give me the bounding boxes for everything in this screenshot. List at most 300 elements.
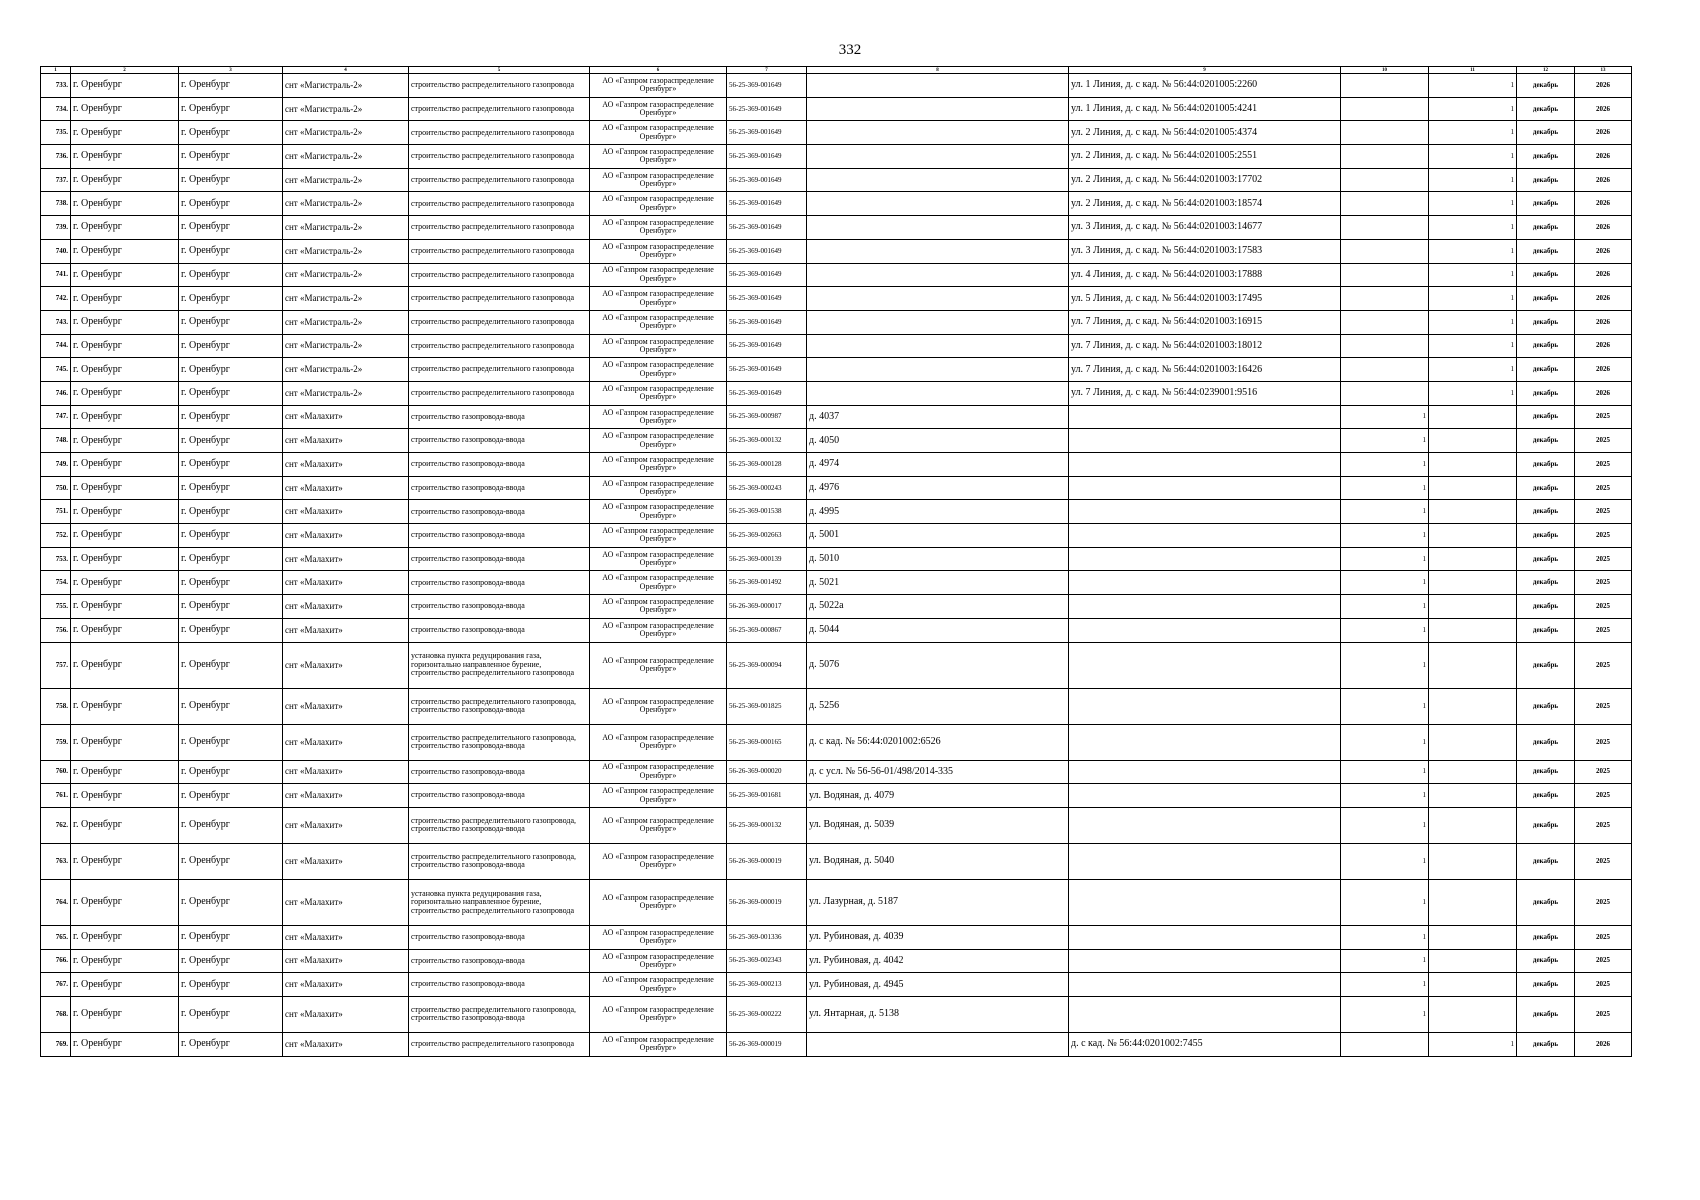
quantity-value: 1: [1422, 436, 1426, 445]
snt-name-cell: снт «Малахит»: [283, 925, 409, 949]
snt-name-cell: снт «Магистраль-2»: [283, 334, 409, 358]
year-cell: 2025: [1575, 784, 1632, 808]
month-cell: декабрь: [1517, 97, 1575, 121]
address-cell: [807, 334, 1069, 358]
snt-name-cell: снт «Малахит»: [283, 547, 409, 571]
work-type-cell: строительство распределительного газопровода, строительство газопровода-ввода: [409, 843, 590, 879]
quantity-col10-cell: [1341, 724, 1429, 760]
table-row: [41, 524, 1632, 548]
gas-company-cell: АО «Газпром газораспределение Оренбург»: [590, 807, 727, 843]
quantity-value: 1: [1422, 660, 1426, 669]
gas-company-cell: АО «Газпром газораспределение Оренбург»: [590, 287, 727, 311]
table-row: [41, 239, 1632, 263]
application-number-cell: 56-25-369-000243: [727, 476, 807, 500]
settlement-cell: г. Оренбург: [179, 925, 283, 949]
year-cell: 2026: [1575, 287, 1632, 311]
quantity-col10-cell: [1341, 74, 1429, 98]
quantity-col10-cell: [1341, 949, 1429, 973]
month-cell: декабрь: [1517, 949, 1575, 973]
year-cell: 2025: [1575, 996, 1632, 1032]
address-cadastral-cell: ул. 5 Линия, д. с кад. № 56:44:0201003:17495: [1069, 287, 1341, 311]
snt-name-cell: снт «Магистраль-2»: [283, 381, 409, 405]
snt-name-cell: снт «Магистраль-2»: [283, 192, 409, 216]
snt-name-cell: снт «Малахит»: [283, 453, 409, 477]
snt-name-cell: снт «Малахит»: [283, 476, 409, 500]
address-cadastral-cell: [1069, 843, 1341, 879]
work-type-cell: строительство газопровода-ввода: [409, 429, 590, 453]
column-number-header: 1: [41, 67, 71, 74]
snt-name-cell: снт «Малахит»: [283, 949, 409, 973]
snt-name-cell: снт «Магистраль-2»: [283, 239, 409, 263]
table-row: [41, 145, 1632, 169]
settlement-cell: г. Оренбург: [179, 879, 283, 925]
quantity-col10-cell: [1341, 168, 1429, 192]
row-number-cell: 764.: [41, 879, 71, 925]
address-cadastral-cell: [1069, 453, 1341, 477]
settlement-cell: г. Оренбург: [179, 760, 283, 784]
gas-company-cell: АО «Газпром газораспределение Оренбург»: [590, 239, 727, 263]
year-cell: 2026: [1575, 263, 1632, 287]
quantity-col10-cell: [1341, 784, 1429, 808]
snt-name-cell: снт «Малахит»: [283, 843, 409, 879]
application-number-cell: 56-25-369-001825: [727, 688, 807, 724]
snt-name-cell: снт «Малахит»: [283, 500, 409, 524]
application-number-cell: 56-25-369-001649: [727, 192, 807, 216]
work-type-cell: строительство распределительного газопровода, строительство газопровода-ввода: [409, 996, 590, 1032]
address-cell: ул. Лазурная, д. 5187: [807, 879, 1069, 925]
row-number-cell: 734.: [41, 97, 71, 121]
address-cadastral-cell: ул. 7 Линия, д. с кад. № 56:44:0201003:16426: [1069, 358, 1341, 382]
month-cell: декабрь: [1517, 688, 1575, 724]
work-type-cell: строительство распределительного газопровода: [409, 263, 590, 287]
municipality-cell: г. Оренбург: [71, 405, 179, 429]
row-number-cell: 768.: [41, 996, 71, 1032]
gas-company-cell: АО «Газпром газораспределение Оренбург»: [590, 168, 727, 192]
settlement-cell: г. Оренбург: [179, 192, 283, 216]
quantity-value: 1: [1510, 294, 1514, 303]
register-table: [40, 66, 1632, 1057]
gas-company-cell: АО «Газпром газораспределение Оренбург»: [590, 145, 727, 169]
snt-name-cell: снт «Малахит»: [283, 642, 409, 688]
quantity-value: 1: [1422, 412, 1426, 421]
year-cell: 2025: [1575, 453, 1632, 477]
municipality-cell: г. Оренбург: [71, 949, 179, 973]
quantity-col10-cell: [1341, 358, 1429, 382]
gas-company-cell: АО «Газпром газораспределение Оренбург»: [590, 688, 727, 724]
snt-name-cell: снт «Малахит»: [283, 760, 409, 784]
municipality-cell: г. Оренбург: [71, 310, 179, 334]
settlement-cell: г. Оренбург: [179, 239, 283, 263]
table-row: [41, 74, 1632, 98]
quantity-col11-cell: [1429, 476, 1517, 500]
quantity-col11-cell: [1429, 879, 1517, 925]
work-type-cell: строительство распределительного газопровода: [409, 358, 590, 382]
year-cell: 2025: [1575, 429, 1632, 453]
work-type-cell: строительство газопровода-ввода: [409, 547, 590, 571]
address-cell: д. 5001: [807, 524, 1069, 548]
gas-company-cell: АО «Газпром газораспределение Оренбург»: [590, 192, 727, 216]
quantity-col10-cell: [1341, 263, 1429, 287]
quantity-value: 1: [1422, 601, 1426, 610]
work-type-cell: строительство распределительного газопровода: [409, 381, 590, 405]
work-type-cell: строительство газопровода-ввода: [409, 500, 590, 524]
column-number-header: 8: [807, 67, 1069, 74]
application-number-cell: 56-25-369-001649: [727, 334, 807, 358]
quantity-col10-cell: [1341, 310, 1429, 334]
snt-name-cell: снт «Малахит»: [283, 784, 409, 808]
municipality-cell: г. Оренбург: [71, 618, 179, 642]
quantity-col11-cell: [1429, 168, 1517, 192]
quantity-col11-cell: [1429, 595, 1517, 619]
quantity-col11-cell: [1429, 843, 1517, 879]
address-cadastral-cell: [1069, 618, 1341, 642]
table-row: [41, 760, 1632, 784]
address-cadastral-cell: ул. 4 Линия, д. с кад. № 56:44:0201003:17888: [1069, 263, 1341, 287]
year-cell: 2026: [1575, 74, 1632, 98]
month-cell: декабрь: [1517, 239, 1575, 263]
municipality-cell: г. Оренбург: [71, 453, 179, 477]
month-cell: декабрь: [1517, 168, 1575, 192]
application-number-cell: 56-26-369-000019: [727, 843, 807, 879]
snt-name-cell: снт «Малахит»: [283, 807, 409, 843]
month-cell: декабрь: [1517, 216, 1575, 240]
quantity-col10-cell: [1341, 642, 1429, 688]
municipality-cell: г. Оренбург: [71, 239, 179, 263]
snt-name-cell: снт «Магистраль-2»: [283, 216, 409, 240]
row-number-cell: 749.: [41, 453, 71, 477]
table-row: [41, 405, 1632, 429]
column-number-header: 12: [1517, 67, 1575, 74]
application-number-cell: 56-25-369-000094: [727, 642, 807, 688]
quantity-col11-cell: [1429, 571, 1517, 595]
month-cell: декабрь: [1517, 925, 1575, 949]
work-type-cell: строительство распределительного газопровода: [409, 145, 590, 169]
quantity-col10-cell: [1341, 145, 1429, 169]
quantity-col10-cell: [1341, 618, 1429, 642]
year-cell: 2026: [1575, 358, 1632, 382]
year-cell: 2026: [1575, 216, 1632, 240]
work-type-cell: строительство газопровода-ввода: [409, 476, 590, 500]
year-cell: 2026: [1575, 121, 1632, 145]
application-number-cell: 56-25-369-001681: [727, 784, 807, 808]
quantity-col11-cell: [1429, 453, 1517, 477]
address-cadastral-cell: [1069, 925, 1341, 949]
address-cell: [807, 381, 1069, 405]
snt-name-cell: снт «Магистраль-2»: [283, 97, 409, 121]
quantity-value: 1: [1510, 246, 1514, 255]
work-type-cell: установка пункта редуцирования газа, горизонтально направленное бурение, строительство распределительного газопровода: [409, 642, 590, 688]
column-number-header: 13: [1575, 67, 1632, 74]
settlement-cell: г. Оренбург: [179, 381, 283, 405]
row-number-cell: 738.: [41, 192, 71, 216]
month-cell: декабрь: [1517, 843, 1575, 879]
address-cell: [807, 239, 1069, 263]
work-type-cell: строительство распределительного газопровода: [409, 121, 590, 145]
municipality-cell: г. Оренбург: [71, 216, 179, 240]
quantity-value: 1: [1510, 175, 1514, 184]
snt-name-cell: снт «Малахит»: [283, 996, 409, 1032]
column-number-header: 3: [179, 67, 283, 74]
address-cadastral-cell: [1069, 784, 1341, 808]
quantity-col11-cell: [1429, 973, 1517, 997]
gas-company-cell: АО «Газпром газораспределение Оренбург»: [590, 121, 727, 145]
address-cell: ул. Водяная, д. 4079: [807, 784, 1069, 808]
application-number-cell: 56-25-369-001649: [727, 168, 807, 192]
quantity-value: 1: [1422, 554, 1426, 563]
quantity-col11-cell: [1429, 1032, 1517, 1056]
gas-company-cell: АО «Газпром газораспределение Оренбург»: [590, 571, 727, 595]
month-cell: декабрь: [1517, 476, 1575, 500]
address-cadastral-cell: ул. 3 Линия, д. с кад. № 56:44:0201003:14677: [1069, 216, 1341, 240]
table-row: [41, 168, 1632, 192]
quantity-col10-cell: [1341, 381, 1429, 405]
table-row: [41, 949, 1632, 973]
quantity-value: 1: [1510, 341, 1514, 350]
year-cell: 2025: [1575, 949, 1632, 973]
work-type-cell: строительство распределительного газопровода: [409, 334, 590, 358]
month-cell: декабрь: [1517, 453, 1575, 477]
municipality-cell: г. Оренбург: [71, 688, 179, 724]
quantity-col10-cell: [1341, 97, 1429, 121]
quantity-col10-cell: [1341, 405, 1429, 429]
work-type-cell: строительство газопровода-ввода: [409, 925, 590, 949]
snt-name-cell: снт «Малахит»: [283, 973, 409, 997]
snt-name-cell: снт «Малахит»: [283, 688, 409, 724]
quantity-col11-cell: [1429, 381, 1517, 405]
row-number-cell: 763.: [41, 843, 71, 879]
row-number-cell: 736.: [41, 145, 71, 169]
month-cell: декабрь: [1517, 145, 1575, 169]
municipality-cell: г. Оренбург: [71, 476, 179, 500]
month-cell: декабрь: [1517, 973, 1575, 997]
month-cell: декабрь: [1517, 571, 1575, 595]
month-cell: декабрь: [1517, 1032, 1575, 1056]
month-cell: декабрь: [1517, 192, 1575, 216]
column-number-header: 7: [727, 67, 807, 74]
quantity-col10-cell: [1341, 476, 1429, 500]
gas-company-cell: АО «Газпром газораспределение Оренбург»: [590, 429, 727, 453]
month-cell: декабрь: [1517, 405, 1575, 429]
address-cell: д. 5022а: [807, 595, 1069, 619]
gas-company-cell: АО «Газпром газораспределение Оренбург»: [590, 949, 727, 973]
address-cadastral-cell: [1069, 949, 1341, 973]
snt-name-cell: снт «Магистраль-2»: [283, 263, 409, 287]
address-cadastral-cell: ул. 2 Линия, д. с кад. № 56:44:0201005:4374: [1069, 121, 1341, 145]
address-cadastral-cell: [1069, 724, 1341, 760]
table-row: [41, 879, 1632, 925]
address-cadastral-cell: ул. 7 Линия, д. с кад. № 56:44:0239001:9516: [1069, 381, 1341, 405]
quantity-col11-cell: [1429, 996, 1517, 1032]
quantity-value: 1: [1510, 317, 1514, 326]
quantity-value: 1: [1422, 701, 1426, 710]
work-type-cell: строительство распределительного газопровода: [409, 192, 590, 216]
application-number-cell: 56-25-369-001649: [727, 310, 807, 334]
year-cell: 2025: [1575, 595, 1632, 619]
work-type-cell: строительство газопровода-ввода: [409, 618, 590, 642]
row-number-cell: 733.: [41, 74, 71, 98]
table-row: [41, 263, 1632, 287]
address-cell: ул. Рубиновая, д. 4042: [807, 949, 1069, 973]
settlement-cell: г. Оренбург: [179, 405, 283, 429]
address-cell: д. 4976: [807, 476, 1069, 500]
application-number-cell: 56-26-369-000020: [727, 760, 807, 784]
address-cell: [807, 216, 1069, 240]
quantity-value: 1: [1422, 956, 1426, 965]
address-cadastral-cell: ул. 2 Линия, д. с кад. № 56:44:0201003:18574: [1069, 192, 1341, 216]
quantity-col10-cell: [1341, 879, 1429, 925]
column-number-header: 2: [71, 67, 179, 74]
snt-name-cell: снт «Малахит»: [283, 571, 409, 595]
settlement-cell: г. Оренбург: [179, 724, 283, 760]
address-cell: д. 5021: [807, 571, 1069, 595]
settlement-cell: г. Оренбург: [179, 97, 283, 121]
address-cadastral-cell: ул. 7 Линия, д. с кад. № 56:44:0201003:16915: [1069, 310, 1341, 334]
municipality-cell: г. Оренбург: [71, 571, 179, 595]
month-cell: декабрь: [1517, 618, 1575, 642]
quantity-col10-cell: [1341, 500, 1429, 524]
snt-name-cell: снт «Малахит»: [283, 405, 409, 429]
month-cell: декабрь: [1517, 381, 1575, 405]
address-cadastral-cell: ул. 1 Линия, д. с кад. № 56:44:0201005:2260: [1069, 74, 1341, 98]
month-cell: декабрь: [1517, 595, 1575, 619]
address-cell: [807, 287, 1069, 311]
table-row: [41, 571, 1632, 595]
table-row: [41, 476, 1632, 500]
settlement-cell: г. Оренбург: [179, 949, 283, 973]
row-number-cell: 743.: [41, 310, 71, 334]
row-number-cell: 767.: [41, 973, 71, 997]
application-number-cell: 56-25-369-002663: [727, 524, 807, 548]
quantity-value: 1: [1422, 483, 1426, 492]
application-number-cell: 56-25-369-000867: [727, 618, 807, 642]
work-type-cell: строительство распределительного газопровода: [409, 239, 590, 263]
municipality-cell: г. Оренбург: [71, 263, 179, 287]
row-number-cell: 735.: [41, 121, 71, 145]
year-cell: 2025: [1575, 405, 1632, 429]
table-row: [41, 618, 1632, 642]
settlement-cell: г. Оренбург: [179, 358, 283, 382]
year-cell: 2025: [1575, 476, 1632, 500]
table-row: [41, 358, 1632, 382]
quantity-col10-cell: [1341, 807, 1429, 843]
application-number-cell: 56-25-369-001649: [727, 145, 807, 169]
row-number-cell: 761.: [41, 784, 71, 808]
quantity-value: 1: [1422, 507, 1426, 516]
month-cell: декабрь: [1517, 879, 1575, 925]
quantity-col11-cell: [1429, 524, 1517, 548]
quantity-col10-cell: [1341, 287, 1429, 311]
row-number-cell: 747.: [41, 405, 71, 429]
year-cell: 2025: [1575, 760, 1632, 784]
table-row: [41, 192, 1632, 216]
table-row: [41, 688, 1632, 724]
quantity-col10-cell: [1341, 121, 1429, 145]
row-number-cell: 754.: [41, 571, 71, 595]
gas-company-cell: АО «Газпром газораспределение Оренбург»: [590, 310, 727, 334]
municipality-cell: г. Оренбург: [71, 500, 179, 524]
application-number-cell: 56-25-369-001649: [727, 216, 807, 240]
snt-name-cell: снт «Магистраль-2»: [283, 358, 409, 382]
work-type-cell: строительство распределительного газопровода: [409, 1032, 590, 1056]
quantity-value: 1: [1422, 625, 1426, 634]
table-row: [41, 843, 1632, 879]
quantity-value: 1: [1510, 104, 1514, 113]
year-cell: 2025: [1575, 547, 1632, 571]
year-cell: 2025: [1575, 724, 1632, 760]
page-number: 332: [838, 42, 862, 58]
year-cell: 2026: [1575, 192, 1632, 216]
municipality-cell: г. Оренбург: [71, 97, 179, 121]
municipality-cell: г. Оренбург: [71, 843, 179, 879]
application-number-cell: 56-25-369-001649: [727, 74, 807, 98]
settlement-cell: г. Оренбург: [179, 500, 283, 524]
quantity-value: 1: [1510, 388, 1514, 397]
municipality-cell: г. Оренбург: [71, 547, 179, 571]
work-type-cell: строительство газопровода-ввода: [409, 571, 590, 595]
quantity-col10-cell: [1341, 453, 1429, 477]
quantity-value: 1: [1422, 737, 1426, 746]
quantity-col11-cell: [1429, 263, 1517, 287]
address-cell: ул. Водяная, д. 5040: [807, 843, 1069, 879]
address-cadastral-cell: [1069, 429, 1341, 453]
work-type-cell: строительство распределительного газопровода: [409, 74, 590, 98]
row-number-cell: 750.: [41, 476, 71, 500]
municipality-cell: г. Оренбург: [71, 925, 179, 949]
table-row: [41, 784, 1632, 808]
table-row: [41, 216, 1632, 240]
snt-name-cell: снт «Магистраль-2»: [283, 168, 409, 192]
quantity-value: 1: [1422, 578, 1426, 587]
work-type-cell: строительство газопровода-ввода: [409, 453, 590, 477]
application-number-cell: 56-25-369-002343: [727, 949, 807, 973]
gas-company-cell: АО «Газпром газораспределение Оренбург»: [590, 1032, 727, 1056]
month-cell: декабрь: [1517, 996, 1575, 1032]
address-cadastral-cell: [1069, 595, 1341, 619]
address-cadastral-cell: ул. 2 Линия, д. с кад. № 56:44:0201003:17702: [1069, 168, 1341, 192]
settlement-cell: г. Оренбург: [179, 453, 283, 477]
settlement-cell: г. Оренбург: [179, 334, 283, 358]
quantity-col10-cell: [1341, 192, 1429, 216]
address-cadastral-cell: [1069, 996, 1341, 1032]
row-number-cell: 751.: [41, 500, 71, 524]
quantity-col11-cell: [1429, 760, 1517, 784]
year-cell: 2025: [1575, 571, 1632, 595]
snt-name-cell: снт «Малахит»: [283, 595, 409, 619]
application-number-cell: 56-25-369-000139: [727, 547, 807, 571]
application-number-cell: 56-25-369-001649: [727, 239, 807, 263]
address-cell: [807, 168, 1069, 192]
year-cell: 2026: [1575, 1032, 1632, 1056]
address-cadastral-cell: [1069, 476, 1341, 500]
month-cell: декабрь: [1517, 121, 1575, 145]
snt-name-cell: снт «Малахит»: [283, 724, 409, 760]
row-number-cell: 746.: [41, 381, 71, 405]
address-cell: [807, 192, 1069, 216]
municipality-cell: г. Оренбург: [71, 784, 179, 808]
address-cadastral-cell: ул. 1 Линия, д. с кад. № 56:44:0201005:4241: [1069, 97, 1341, 121]
month-cell: декабрь: [1517, 784, 1575, 808]
table-row: [41, 381, 1632, 405]
gas-company-cell: АО «Газпром газораспределение Оренбург»: [590, 784, 727, 808]
application-number-cell: 56-25-369-000987: [727, 405, 807, 429]
table-row: [41, 1032, 1632, 1056]
address-cell: [807, 145, 1069, 169]
quantity-value: 1: [1510, 1039, 1514, 1048]
gas-company-cell: АО «Газпром газораспределение Оренбург»: [590, 925, 727, 949]
settlement-cell: г. Оренбург: [179, 642, 283, 688]
address-cadastral-cell: [1069, 524, 1341, 548]
application-number-cell: 56-25-369-001649: [727, 263, 807, 287]
